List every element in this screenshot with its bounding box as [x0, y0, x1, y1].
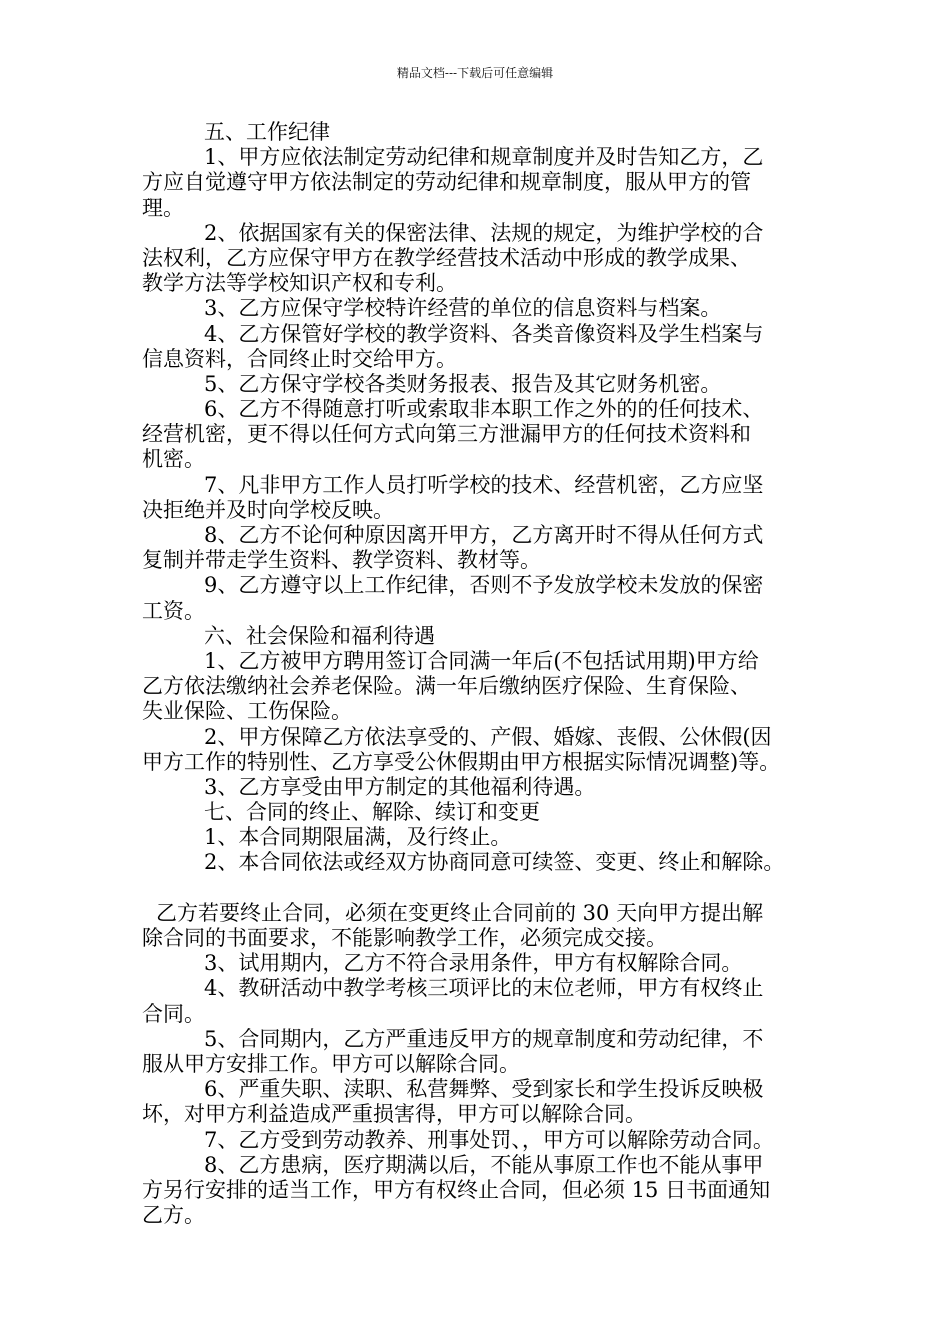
text-line: 2、依据国家有关的保密法律、法规的规定，为维护学校的合 — [204, 220, 764, 245]
section-heading: 六、社会保险和福利待遇 — [204, 623, 435, 648]
text-line: 2、本合同依法或经双方协商同意可续签、变更、终止和解除。 — [204, 850, 785, 875]
text-line: 甲方工作的特别性、乙方享受公休假期由甲方根据实际情况调整)等。 — [142, 749, 781, 774]
text-line: 法权利，乙方应保守甲方在教学经营技术活动中形成的教学成果、 — [142, 245, 751, 270]
text-line: 5、合同期内，乙方严重违反甲方的规章制度和劳动纪律，不 — [204, 1026, 764, 1051]
page-header: 精品文档---下载后可任意编辑 — [396, 66, 554, 80]
text-line: 合同。 — [142, 1001, 205, 1026]
text-line: 机密。 — [142, 447, 205, 472]
text-line: 6、乙方不得随意打听或索取非本职工作之外的的任何技术、 — [204, 397, 764, 422]
text-line: 乙方。 — [142, 1203, 205, 1228]
text-line: 教学方法等学校知识产权和专利。 — [142, 271, 457, 296]
text-line: 8、乙方不论何种原因离开甲方，乙方离开时不得从任何方式 — [204, 523, 764, 547]
text-line: 乙方若要终止合同，必须在变更终止合同前的 30 天向甲方提出解 — [156, 900, 764, 925]
blank-line — [142, 876, 822, 901]
text-line: 4、教研活动中教学考核三项评比的末位老师，甲方有权终止 — [204, 976, 764, 1001]
text-line: 8、乙方患病，医疗期满以后，不能从事原工作也不能从事甲 — [204, 1152, 764, 1177]
text-line: 3、乙方享受由甲方制定的其他福利待遇。 — [204, 774, 596, 799]
text-line: 3、乙方应保守学校特许经营的单位的信息资料与档案。 — [204, 296, 722, 321]
text-line: 5、乙方保守学校各类财务报表、报告及其它财务机密。 — [204, 371, 722, 396]
text-line: 乙方依法缴纳社会养老保险。满一年后缴纳医疗保险、生育保险、 — [142, 674, 751, 699]
text-line: 方另行安排的适当工作，甲方有权终止合同，但必须 15 日书面通知 — [142, 1177, 771, 1202]
text-line: 1、本合同期限届满，及行终止。 — [204, 825, 512, 850]
text-line: 1、甲方应依法制定劳动纪律和规章制度并及时告知乙方，乙 — [204, 145, 764, 170]
text-line: 除合同的书面要求，不能影响教学工作，必须完成交接。 — [142, 926, 667, 950]
text-line: 2、甲方保障乙方依法享受的、产假、婚嫁、丧假、公休假(因 — [204, 724, 772, 749]
text-line: 7、凡非甲方工作人员打听学校的技术、经营机密，乙方应坚 — [204, 472, 764, 497]
text-line: 4、乙方保管好学校的教学资料、各类音像资料及学生档案与 — [204, 321, 764, 346]
text-line: 1、乙方被甲方聘用签订合同满一年后(不包括试用期)甲方给 — [204, 648, 759, 673]
document-body — [142, 120, 822, 1228]
text-line: 信息资料，合同终止时交给甲方。 — [142, 346, 457, 371]
section-heading: 五、工作纪律 — [204, 120, 330, 144]
text-line: 服从甲方安排工作。甲方可以解除合同。 — [142, 1051, 520, 1076]
text-line: 决拒绝并及时向学校反映。 — [142, 497, 394, 522]
text-line: 7、乙方受到劳动教养、刑事处罚、，甲方可以解除劳动合同。 — [204, 1127, 774, 1152]
text-line: 复制并带走学生资料、教学资料、教材等。 — [142, 548, 541, 573]
text-line: 工资。 — [142, 598, 205, 623]
section-heading: 七、合同的终止、解除、续订和变更 — [204, 800, 540, 825]
text-line: 9、乙方遵守以上工作纪律，否则不予发放学校未发放的保密 — [204, 573, 764, 598]
text-line: 方应自觉遵守甲方依法制定的劳动纪律和规章制度，服从甲方的管 — [142, 170, 751, 195]
text-line: 失业保险、工伤保险。 — [142, 699, 352, 724]
text-line: 3、试用期内，乙方不符合录用条件，甲方有权解除合同。 — [204, 951, 743, 976]
text-line: 6、严重失职、渎职、私营舞弊、受到家长和学生投诉反映极 — [204, 1077, 764, 1102]
text-line: 经营机密，更不得以任何方式向第三方泄漏甲方的任何技术资料和 — [142, 422, 751, 447]
text-line: 坏，对甲方利益造成严重损害得，甲方可以解除合同。 — [142, 1102, 646, 1127]
text-line: 理。 — [142, 195, 184, 220]
